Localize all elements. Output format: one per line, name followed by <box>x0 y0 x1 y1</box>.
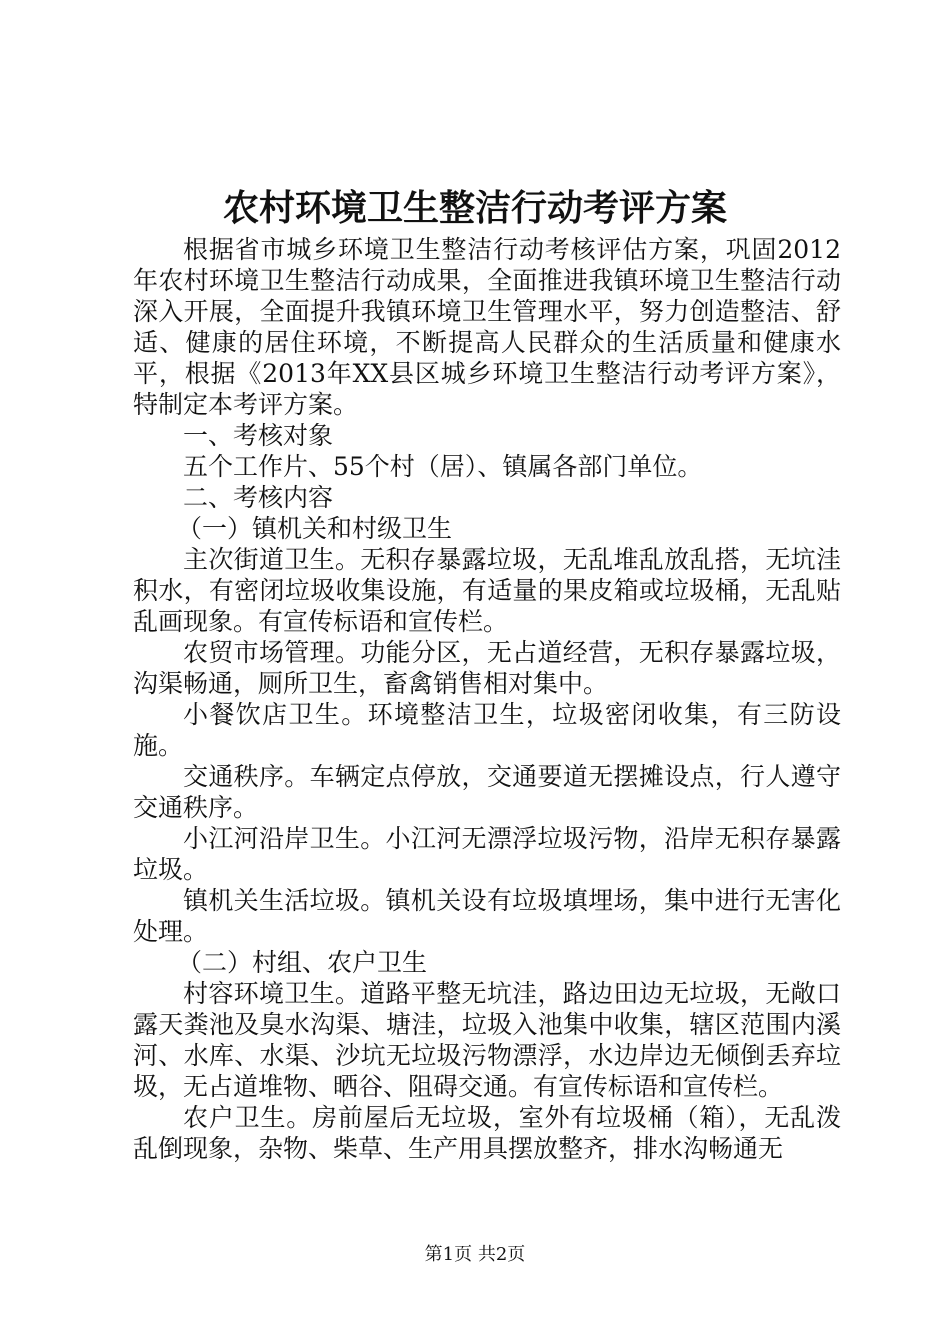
section-heading: 二、考核内容 <box>183 483 334 512</box>
paragraph: 农贸市场管理。功能分区，无占道经营，无积存暴露垃圾，沟渠畅通，厕所卫生，畜禽销售相对集中。 <box>133 638 841 698</box>
intro-paragraph: 根据省市城乡环境卫生整洁行动考核评估方案，巩固2012年农村环境卫生整洁行动成果，全面推进我镇环境卫生整洁行动深入开展，全面提升我镇环境卫生管理水平，努力创造整洁、舒适、健康的居住环境，不断提高人民群众的生活质量和健康水平，根据《2013年XX县区城乡环境卫生整洁行动考评方案》，特制定本考评方案。 <box>133 235 841 419</box>
paragraph: 五个工作片、55个村（居）、镇属各部门单位。 <box>183 452 703 481</box>
paragraph: 小江河沿岸卫生。小江河无漂浮垃圾污物，沿岸无积存暴露垃圾。 <box>133 824 841 884</box>
paragraph: 交通秩序。车辆定点停放，交通要道无摆摊设点，行人遵守交通秩序。 <box>133 762 841 822</box>
document-title: 农村环境卫生整洁行动考评方案 <box>222 187 727 229</box>
subsection-heading: （二）村组、农户卫生 <box>177 948 428 977</box>
paragraph: 农户卫生。房前屋后无垃圾，室外有垃圾桶（箱），无乱泼乱倒现象，杂物、柴草、生产用具摆放整齐，排水沟畅通无 <box>133 1103 841 1163</box>
paragraph: 村容环境卫生。道路平整无坑洼，路边田边无垃圾，无敞口露天粪池及臭水沟渠、塘洼，垃圾入池集中收集，辖区范围内溪河、水库、水渠、沙坑无垃圾污物漂浮，水边岸边无倾倒丢弃垃圾，无占道堆物、晒谷、阻碍交通。有宣传标语和宣传栏。 <box>133 979 841 1101</box>
paragraph: 小餐饮店卫生。环境整洁卫生，垃圾密闭收集，有三防设施。 <box>133 700 841 760</box>
page-footer: 第1页 共2页 <box>424 1244 526 1265</box>
document-body <box>133 234 841 1164</box>
subsection-heading: （一）镇机关和村级卫生 <box>177 514 453 543</box>
paragraph: 主次街道卫生。无积存暴露垃圾，无乱堆乱放乱搭，无坑洼积水，有密闭垃圾收集设施，有适量的果皮箱或垃圾桶，无乱贴乱画现象。有宣传标语和宣传栏。 <box>133 545 841 636</box>
section-heading: 一、考核对象 <box>183 421 334 450</box>
paragraph: 镇机关生活垃圾。镇机关设有垃圾填埋场，集中进行无害化处理。 <box>133 886 841 946</box>
